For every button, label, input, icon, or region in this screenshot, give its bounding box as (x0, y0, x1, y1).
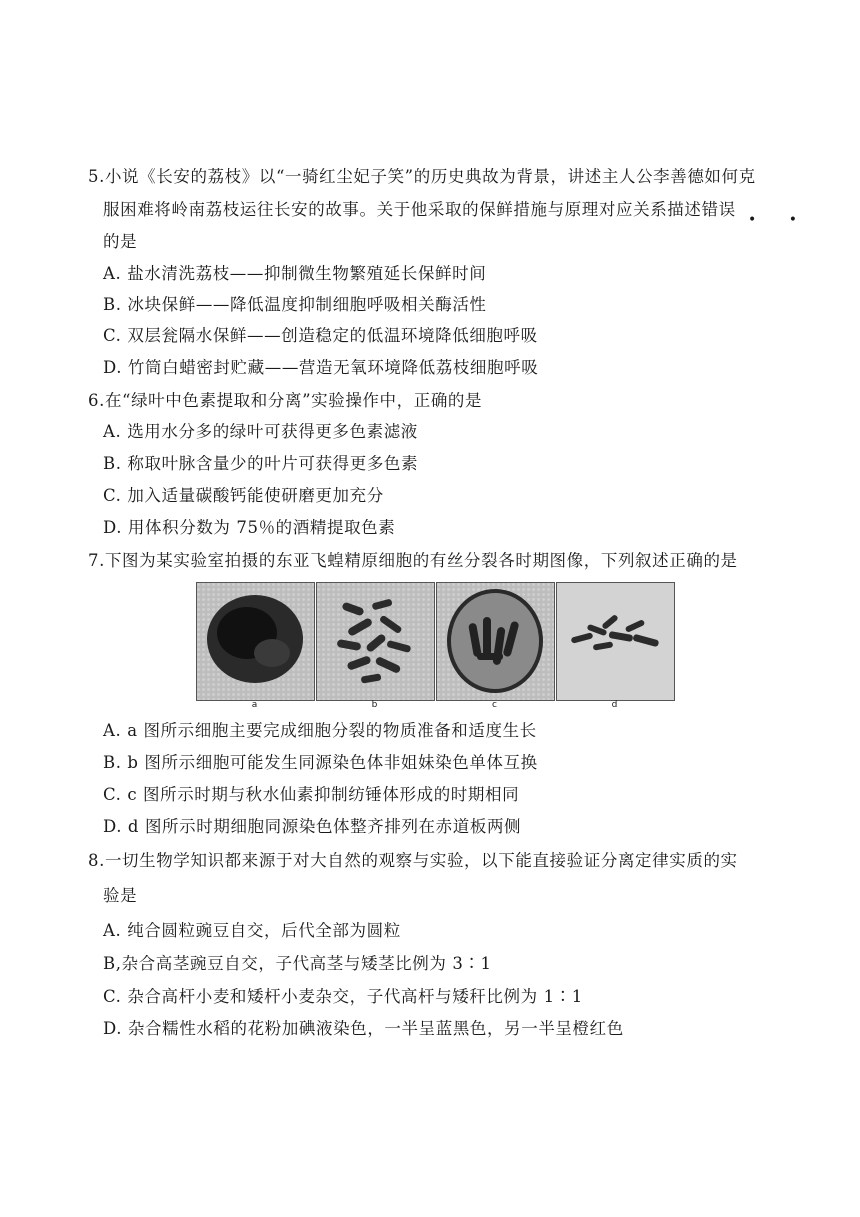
q7-option-d: D. d 图所示时期细胞同源染色体整齐排列在赤道板两侧 (103, 817, 522, 836)
q5-stem-line1: 5.小说《长安的荔枝》以“一骑红尘妃子笑”的历史典故为背景，讲述主人公李善德如何克 (88, 167, 756, 186)
q7-option-a: A. a 图所示细胞主要完成细胞分裂的物质准备和适度生长 (103, 721, 537, 740)
q6-option-d: D. 用体积分数为 75％的酒精提取色素 (103, 518, 396, 537)
micrograph-c (436, 582, 555, 701)
q8-stem-line1: 8.一切生物学知识都来源于对大自然的观察与实验，以下能直接验证分离定律实质的实 (88, 851, 738, 870)
figure-label-d: d (611, 700, 618, 710)
q6-stem: 6.在“绿叶中色素提取和分离”实验操作中，正确的是 (88, 391, 483, 410)
q8-option-d: D. 杂合糯性水稻的花粉加碘液染色，一半呈蓝黑色，另一半呈橙红色 (103, 1019, 624, 1038)
q5-stem-line3: 的是 (103, 232, 138, 251)
figure-label-a: a (251, 700, 258, 710)
emphasis-dots: • • (748, 212, 811, 228)
q5-option-a: A. 盐水清洗荔枝——抑制微生物繁殖延长保鲜时间 (103, 264, 487, 283)
q5-option-b: B. 冰块保鲜——降低温度抑制细胞呼吸相关酶活性 (103, 295, 487, 314)
q8-option-c: C. 杂合高杆小麦和矮杆小麦杂交，子代高杆与矮秆比例为 1∶1 (103, 987, 583, 1006)
q8-stem-line2: 验是 (103, 886, 138, 905)
q7-option-c: C. c 图所示时期与秋水仙素抑制纺锤体形成的时期相同 (103, 785, 520, 804)
q5-option-d: D. 竹筒白蜡密封贮藏——营造无氧环境降低荔枝细胞呼吸 (103, 358, 539, 377)
figure-label-b: b (371, 700, 378, 710)
micrograph-a (196, 582, 315, 701)
q7-stem: 7.下图为某实验室拍摄的东亚飞蝗精原细胞的有丝分裂各时期图像，下列叙述正确的是 (88, 551, 738, 570)
q5-option-c: C. 双层瓮隔水保鲜——创造稳定的低温环境降低细胞呼吸 (103, 326, 538, 345)
q8-option-a: A. 纯合圆粒豌豆自交，后代全部为圆粒 (103, 921, 401, 940)
q7-option-b: B. b 图所示细胞可能发生同源染色体非姐妹染色单体互换 (103, 753, 538, 772)
figure-label-c: c (492, 700, 497, 710)
q5-stem-line2: 服困难将岭南荔枝运往长安的故事。关于他采取的保鲜措施与原理对应关系描述错误 (103, 200, 736, 219)
q8-option-b: B,杂合高茎豌豆自交，子代高茎与矮茎比例为 3∶1 (103, 954, 492, 973)
q6-option-c: C. 加入适量碳酸钙能使研磨更加充分 (103, 486, 384, 505)
micrograph-b (316, 582, 435, 701)
q6-option-a: A. 选用水分多的绿叶可获得更多色素滤液 (103, 422, 418, 441)
micrograph-d (556, 582, 675, 701)
mitosis-figure (196, 582, 674, 710)
q6-option-b: B. 称取叶脉含量少的叶片可获得更多色素 (103, 454, 419, 473)
